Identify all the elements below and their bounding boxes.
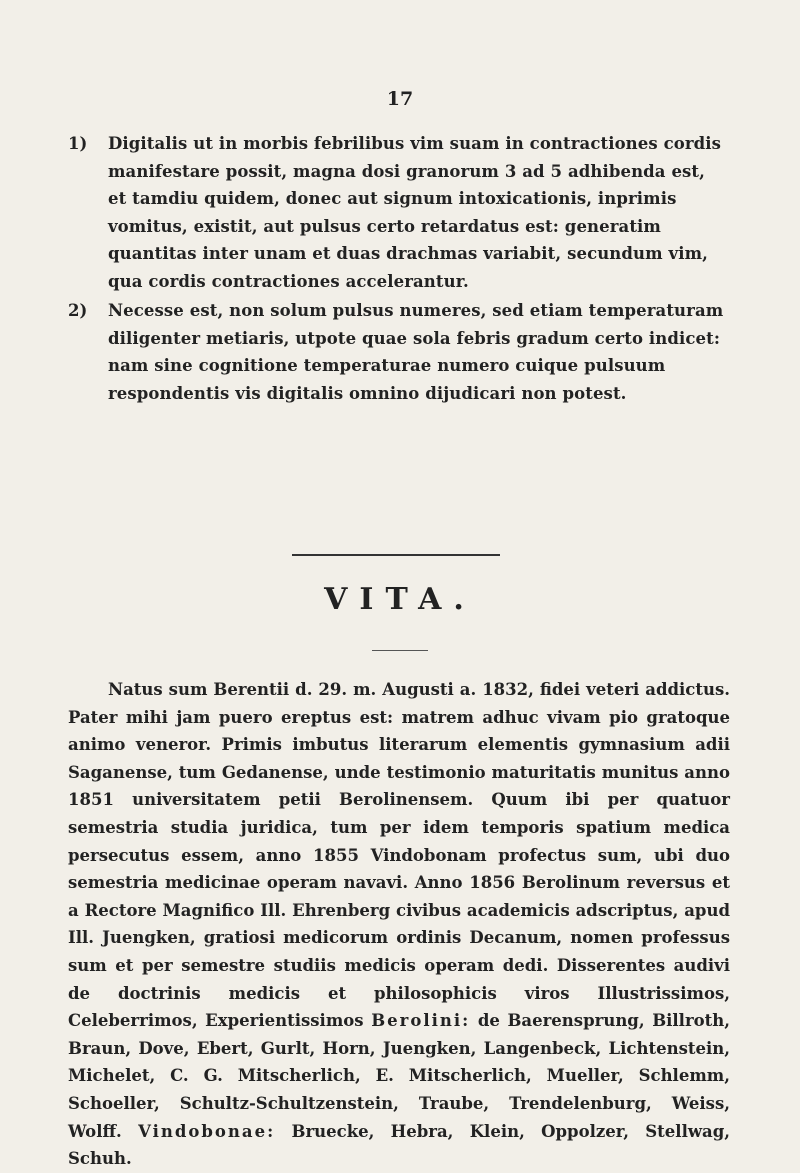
vita-text-part1: Natus sum Berentii d. 29. m. Augusti a. 1832, fidei veteri addictus. Pater mihi jam puero ereptus est: matrem adhuc vivam pio gratoque animo veneror. Primis imbutus literarum elementis gymnasium adii Saganense, tum Gedanense, unde testimonio maturitatis munitus anno 1851 universitatem petii Berolinensem. Quum ibi per quatuor semestria studia juridica, tum per idem temporis spatium medica persecutus essem, anno 1855 Vindobonam profectus sum, ubi duo semestria medicinae operam navavi. Anno 1856 Berolinum reversus et a Rectore Magnifico Ill. Ehrenberg civibus academicis adscriptus, apud Ill. Juengken, gratiosi medicorum ordinis Decanum, nomen professus sum et per semestre studiis medicis operam dedi. Disserentes audivi de doctrinis medicis et philosophicis viros Illustrissimos, Celeberrimos, Experientissimos: [68, 680, 730, 1031]
theses-list: [68, 130, 728, 409]
thesis-item: [68, 130, 728, 295]
berolini-label: Berolini:: [371, 1011, 471, 1031]
heading-underline: [372, 650, 428, 651]
thesis-item: [68, 297, 728, 407]
thesis-number: 1): [68, 134, 88, 153]
thesis-text: Necesse est, non solum pulsus numeres, sed etiam temperaturam diligenter metiaris, utpote quae sola febris gradum certo indicet: nam sine cognitione temperaturae numero cuique pulsuum respondentis vis digitalis omnino dijudicari non potest.: [108, 301, 724, 403]
vita-paragraph: [68, 676, 730, 1173]
vita-text-part3: Bruecke, Hebra, Klein, Oppolzer, Stellwag, Schuh.: [68, 1121, 731, 1169]
thesis-number: 2): [68, 301, 88, 320]
vita-text-part2: de Baerensprung, Billroth, Braun, Dove, Ebert, Gurlt, Horn, Juengken, Langenbeck, Lichtenstein, Michelet, C. G. Mitscherlich, E. Mitscherlich, Mueller, Schlemm, Schoeller, Schultz-Schultzenstein, Traube, Trendelenburg, Weiss, Wolff.: [68, 1011, 731, 1141]
page-number: 17: [386, 88, 414, 110]
vindobonae-label: Vindobonae:: [138, 1121, 276, 1141]
thesis-text: Digitalis ut in morbis febrilibus vim suam in contractiones cordis manifestare possit, magna dosi granorum 3 ad 5 adhibenda est, et tamdiu quidem, donec aut signum intoxicationis, inprimis vomitus, existit, aut pulsus certo retardatus est: generatim quantitas inter unam et duas drachmas variabit, secundum vim, qua cordis contractiones accelerantur.: [108, 134, 722, 291]
vita-heading: VITA.: [324, 582, 476, 617]
section-divider: [292, 554, 500, 556]
